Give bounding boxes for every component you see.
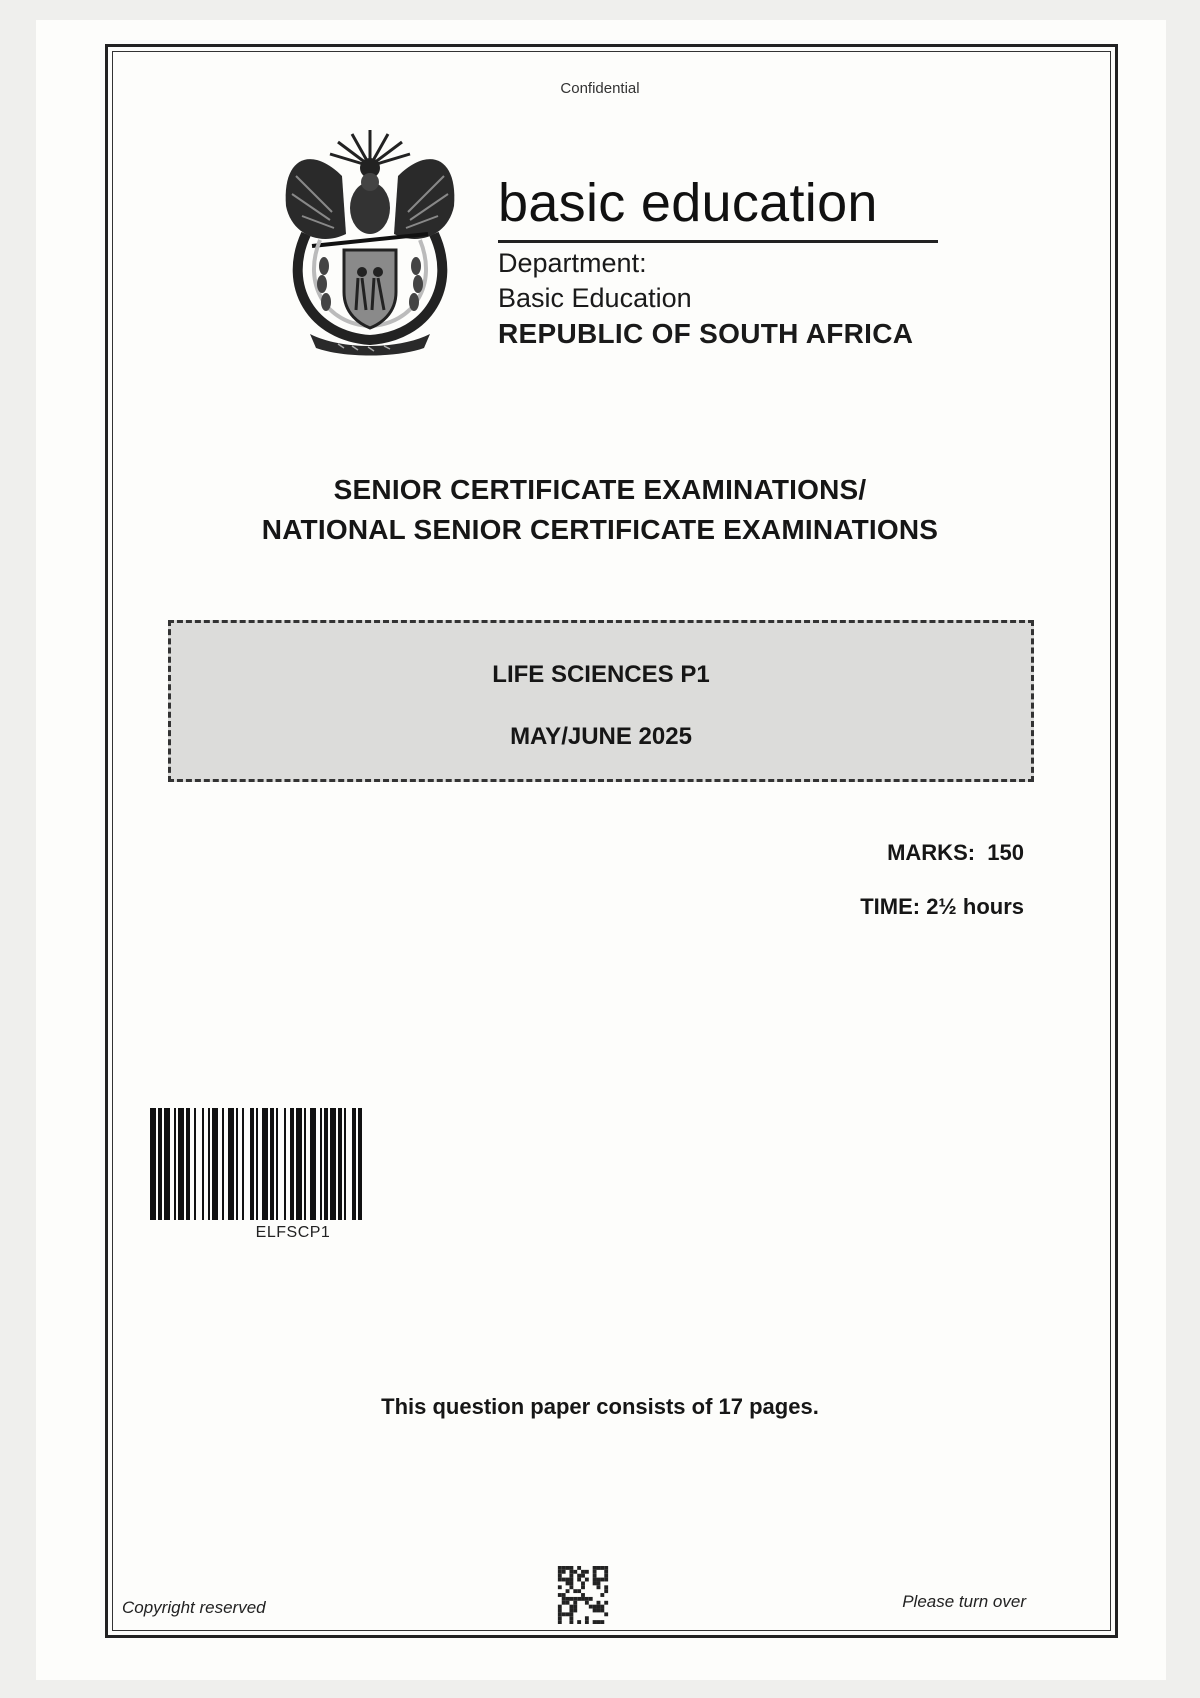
country-name: REPUBLIC OF SOUTH AFRICA [498, 318, 914, 349]
subject-name: LIFE SCIENCES P1 [492, 661, 710, 688]
department-name: Basic Education [498, 283, 692, 313]
department-label: Department: [498, 248, 647, 278]
time-allowed: TIME: 2½ hours [860, 894, 1024, 919]
confidential-label: Confidential [560, 80, 640, 97]
coat-of-arms-icon [272, 116, 468, 356]
copyright-notice: Copyright reserved [122, 1598, 266, 1617]
subject-box [168, 620, 1034, 782]
brand-underline [498, 240, 938, 243]
marks-total: MARKS: 150 [887, 840, 1024, 865]
page-count-note: This question paper consists of 17 pages. [381, 1394, 819, 1419]
exam-title-line-1: SENIOR CERTIFICATE EXAMINATIONS/ [333, 474, 867, 505]
exam-session: MAY/JUNE 2025 [510, 723, 692, 750]
brand-wordmark: basic education [498, 173, 878, 233]
exam-title-line-2: NATIONAL SENIOR CERTIFICATE EXAMINATIONS [261, 514, 939, 545]
qr-code-icon [557, 1566, 609, 1624]
barcode-icon [150, 1108, 436, 1220]
turn-over-notice: Please turn over [902, 1592, 1026, 1611]
barcode-label: ELFSCP1 [255, 1224, 331, 1241]
